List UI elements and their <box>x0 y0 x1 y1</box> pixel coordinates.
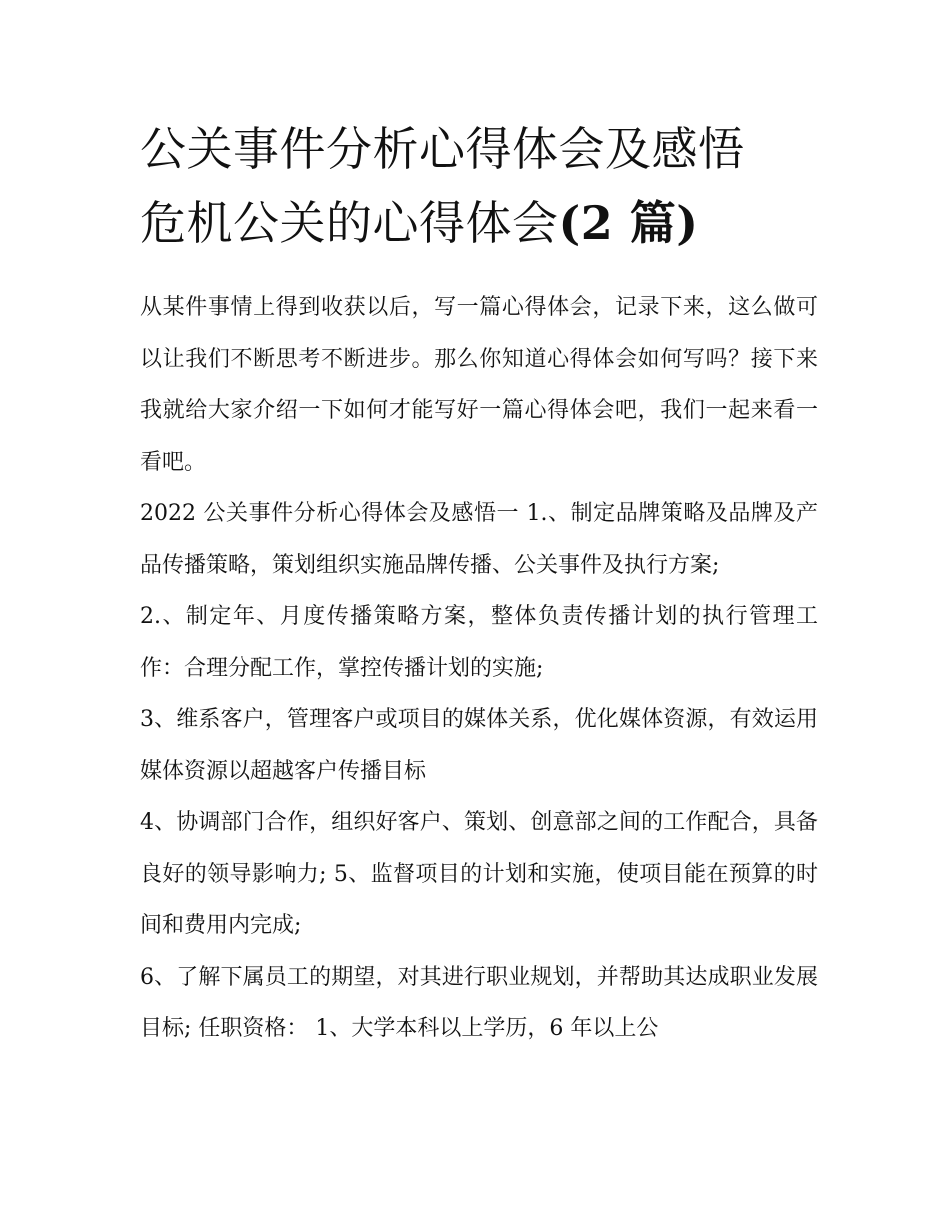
document-title <box>140 112 818 260</box>
title-line-1: 公关事件分析心得体会及感悟 <box>140 122 745 176</box>
body-paragraph-1: 2022 公关事件分析心得体会及感悟一 1.、制定品牌策略及品牌及产品传播策略，策划组织实施品牌传播、公关事件及执行方案; <box>140 501 818 578</box>
body-paragraph-4: 4、协调部门合作，组织好客户、策划、创意部之间的工作配合，具备良好的领导影响力; 5、监督项目的计划和实施，使项目能在预算的时间和费用内完成; <box>140 810 818 938</box>
document-page <box>140 112 818 1055</box>
body-paragraph-3: 3、维系客户，管理客户或项目的媒体关系，优化媒体资源，有效运用媒体资源以超越客户传播目标 <box>140 707 818 784</box>
title-line-2-text: 危机公关的心得体会 <box>140 196 559 250</box>
title-line-2 <box>140 186 818 260</box>
intro-paragraph: 从某件事情上得到收获以后，写一篇心得体会，记录下来，这么做可以让我们不断思考不断进步。那么你知道心得体会如何写吗？接下来我就给大家介绍一下如何才能写好一篇心得体会吧，我们一起来看一看吧。 <box>140 295 818 475</box>
body-paragraph-5: 6、了解下属员工的期望，对其进行职业规划，并帮助其达成职业发展目标; 任职资格： 1、大学本科以上学历，6 年以上公 <box>140 964 818 1041</box>
body-paragraph-2: 2.、制定年、月度传播策略方案，整体负责传播计划的执行管理工作：合理分配工作，掌控传播计划的实施; <box>140 604 818 681</box>
title-line-2-suffix: (2 篇) <box>558 196 699 250</box>
